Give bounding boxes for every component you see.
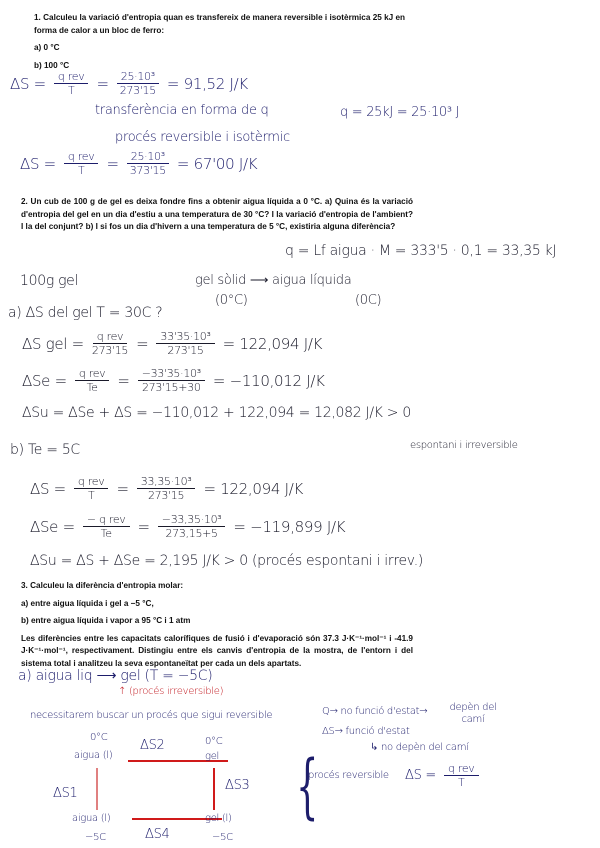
equals: =: [116, 479, 129, 498]
q2-spontaneous-note: espontani i irreversible: [410, 440, 518, 451]
lhs: ΔS =: [30, 479, 66, 498]
equals: =: [137, 517, 150, 536]
q1-q-value: q = 25kJ = 25·10³ J: [340, 105, 460, 120]
q1-transfer-note: transferència en forma de q: [95, 103, 269, 118]
q2-equation-5: [30, 513, 345, 540]
q1-equation-1: [10, 70, 248, 97]
q1-equation-2: [20, 150, 257, 177]
question-3: [21, 580, 413, 675]
lhs: ΔS =: [20, 154, 56, 173]
q2-equation-4: [30, 475, 303, 502]
node-top-left: aigua (l): [74, 750, 113, 761]
result: = −119,899 J/K: [233, 517, 346, 536]
temp-top-right: 0°C: [205, 736, 223, 747]
q2-temp-1: (0°C): [215, 293, 248, 308]
question-3-title: 3. Calculeu la diferència d'entropia molar:: [21, 581, 184, 590]
brace: {: [296, 745, 319, 827]
node-bottom-right: gel (l): [205, 813, 232, 824]
q1-process-note: procés reversible i isotèrmic: [115, 130, 290, 145]
result: = 122,094 J/K: [203, 479, 304, 498]
question-2-text: 2. Un cub de 100 g de gel es deixa fondre fins a obtenir aigua líquida a 0 °C. a) Quina és la variació d'entropia del gel en un dia d'estiu a una temperatura de 30 °C? I la variació d'entropia de l'ambient? I la del conjunt? b) I si fos un dia d'hivern a una temperatura de 5 °C, existiria alguna diferència?: [21, 197, 413, 231]
question-3-b: b) entre aigua líquida i vapor a 95 °C i 1 atm: [21, 616, 191, 625]
equals: =: [96, 74, 109, 93]
q3-part-a: a) aigua liq ⟶ gel (T = −5C): [18, 668, 213, 684]
temp-bottom-right: −5C: [212, 832, 233, 843]
q2-phase-change: gel sòlid ⟶ aigua líquida: [195, 273, 352, 288]
node-bottom-left: aigua (l): [72, 813, 111, 824]
reversible-note: procés reversible: [308, 770, 389, 781]
equals: =: [106, 154, 119, 173]
result: = 67'00 J/K: [176, 154, 258, 173]
fraction: $\frac{\text{33,35·10³}}{273'15}$: [137, 475, 196, 502]
question-1-b: b) 100 °C: [34, 60, 70, 70]
question-3-a: a) entre aigua líquida i gel a −5 °C,: [21, 598, 154, 608]
lhs: ΔS =: [405, 768, 436, 783]
fraction: $\frac{\text{q rev}}{T}$: [444, 762, 479, 789]
question-1-text: 1. Calculeu la variació d'entropia quan es transfereix de manera reversible i isotèrmica 25 kJ en forma de calor a un bloc de ferro:: [34, 13, 406, 35]
label-ds1: ΔS1: [53, 786, 78, 801]
fraction: $\frac{\text{−33,35·10³}}{273,15+5}$: [158, 513, 226, 540]
lhs: ΔS =: [10, 74, 46, 93]
label-ds2: ΔS2: [140, 738, 165, 753]
q2-equation-6: ΔSu = ΔS + ΔSe = 2,195 J/K > 0 (procés espontani i irrev.): [30, 553, 424, 569]
result: = 122,094 J/K: [222, 334, 323, 353]
q2-heat-calc: q = Lf aigua · M = 333'5 · 0,1 = 33,35 kJ: [285, 243, 557, 259]
q2-mass: 100g gel: [20, 273, 79, 289]
node-top-right: gel: [205, 751, 220, 762]
q2-part-a: a) ΔS del gel T = 30C ?: [8, 305, 163, 321]
fraction: $\frac{\text{−33'35·10³}}{273'15+30}$: [138, 367, 205, 394]
lhs: ΔSe =: [22, 371, 67, 390]
fraction: $\frac{\text{− q rev}}{Te}$: [83, 513, 130, 540]
q3-q-note: Q→ no funció d'estat→: [322, 706, 428, 717]
question-1: [34, 12, 419, 77]
fraction: $\frac{\text{25·10³}}{273'15}$: [117, 70, 159, 97]
question-3-text: Les diferències entre les capacitats calorífiques de fusió i d'evaporació són 37.3 J·K⁻¹·mol⁻¹ i -41.9 J·K⁻¹·mol⁻¹, respectivament. Distingiu entre els canvis d'entropia de la mostra, de l'entorn i del sistema total i analitzeu la seva espontaneïtat per cada un dels apartats.: [21, 633, 413, 668]
fraction: $\frac{\text{q rev}}{T}$: [74, 475, 109, 502]
temp-bottom-left: −5C: [85, 832, 106, 843]
q3-need-note: necessitarem buscar un procés que sigui reversible: [30, 710, 273, 721]
q2-part-b: b) Te = 5C: [10, 442, 80, 458]
fraction: $\frac{\text{25·10³}}{373'15}$: [127, 150, 169, 177]
q2-temp-2: (0C): [355, 293, 382, 308]
lhs: ΔSe =: [30, 517, 75, 536]
arrow-down-icon: [213, 768, 215, 810]
equals: =: [117, 371, 130, 390]
temp-top-left: 0°C: [90, 732, 108, 743]
label-ds4: ΔS4: [145, 827, 170, 842]
result: = 91,52 J/K: [166, 74, 248, 93]
q2-equation-1: [22, 330, 322, 357]
q3-s-note: ΔS→ funció d'estat: [322, 726, 410, 737]
q2-equation-3: ΔSu = ΔSe + ΔS = −110,012 + 122,094 = 12,082 J/K > 0: [22, 405, 411, 421]
fraction: $\frac{\text{33'35·10³}}{273'15}$: [156, 330, 214, 357]
arrow-up-icon: [96, 768, 98, 810]
result: = −110,012 J/K: [212, 371, 325, 390]
equals: =: [136, 334, 149, 353]
label-ds3: ΔS3: [225, 778, 250, 793]
question-1-a: a) 0 °C: [34, 43, 60, 52]
q2-equation-2: [22, 367, 325, 394]
q3-no-depen-note: ↳ no depèn del camí: [370, 742, 469, 753]
question-2: [21, 196, 413, 239]
fraction: $\frac{\text{q rev}}{T}$: [64, 150, 99, 177]
q3-depen-note: depèn del camí: [449, 702, 497, 725]
entropy-formula: [405, 762, 479, 789]
fraction: $\frac{\text{q rev}}{273'15}$: [91, 330, 129, 357]
q3-irreversible-note: ↑ (procés irreversible): [118, 686, 224, 697]
lhs: ΔS gel =: [22, 334, 84, 353]
fraction: $\frac{\text{q rev}}{Te}$: [75, 367, 110, 394]
fraction: $\frac{\text{q rev}}{T}$: [54, 70, 89, 97]
